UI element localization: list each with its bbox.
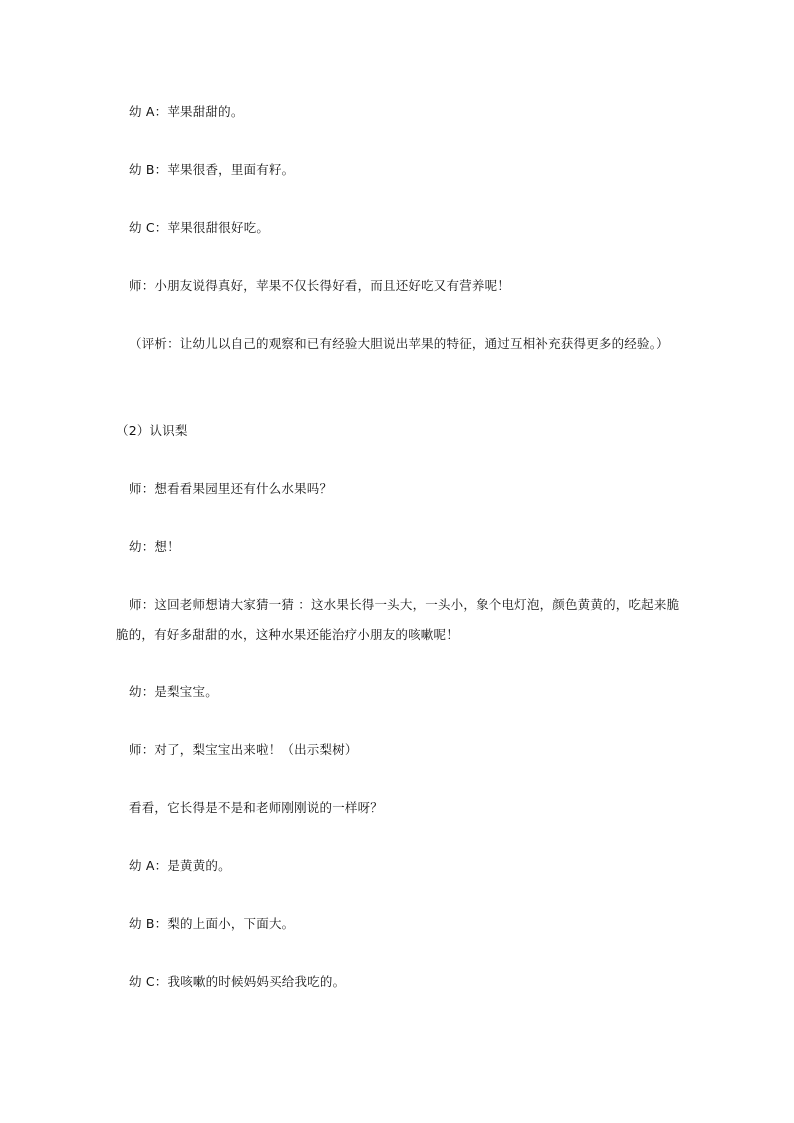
dialogue-line-child-answer: 幼：想！	[129, 539, 180, 554]
dialogue-line-teacher-apple: 师：小朋友说得真好，苹果不仅长得好看，而且还好吃又有营养呢！	[129, 278, 511, 293]
dialogue-line-child-b-apple: 幼 B：苹果很香，里面有籽。	[129, 162, 295, 177]
commentary-paragraph: （评析：让幼儿以自己的观察和已有经验大胆说出苹果的特征，通过互相补充获得更多的经验。）	[129, 336, 669, 351]
dialogue-line-child-c-pear: 幼 C：我咳嗽的时候妈妈买给我吃的。	[129, 974, 346, 989]
dialogue-line-teacher-look: 看看，它长得是不是和老师刚刚说的一样呀？	[129, 800, 384, 815]
dialogue-line-child-b-pear: 幼 B：梨的上面小，下面大。	[129, 916, 295, 931]
dialogue-line-child-a-apple: 幼 A：苹果甜甜的。	[129, 104, 244, 119]
section-heading-pear: （2）认识梨	[116, 423, 188, 438]
dialogue-line-child-pear: 幼：是梨宝宝。	[129, 684, 218, 699]
dialogue-line-teacher-show-tree: 师：对了，梨宝宝出来啦！（出示梨树）	[129, 742, 358, 757]
dialogue-line-child-a-pear: 幼 A：是黄黄的。	[129, 858, 231, 873]
dialogue-line-child-c-apple: 幼 C：苹果很甜很好吃。	[129, 220, 270, 235]
dialogue-line-teacher-riddle: 师：这回老师想请大家猜一猜 ：这水果长得一头大，一头小，象个电灯泡，颜色黄黄的，吃起来脆脆的，有好多甜甜的水，这种水果还能治疗小朋友的咳嗽呢！	[116, 597, 680, 642]
dialogue-line-teacher-question: 师：想看看果园里还有什么水果吗？	[129, 481, 333, 496]
